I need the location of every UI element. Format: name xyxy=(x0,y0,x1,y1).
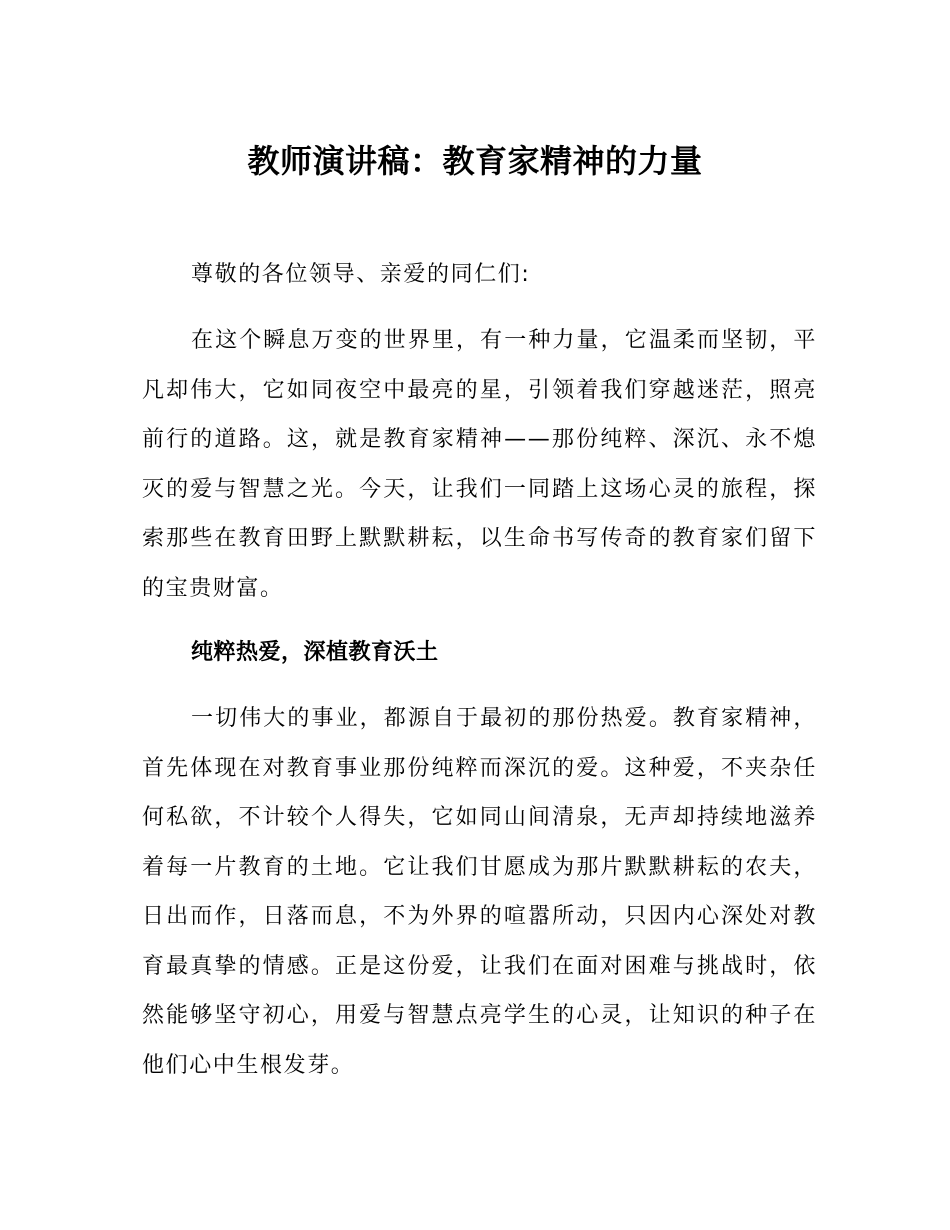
document-title: 教师演讲稿：教育家精神的力量 xyxy=(247,142,703,181)
salutation: 尊敬的各位领导、亲爱的同仁们: xyxy=(191,262,531,287)
paragraph-love: 一切伟大的事业，都源自于最初的那份热爱。教育家精神，首先体现在对教育事业那份纯粹而深沉的爱。这种爱，不夹杂任何私欲，不计较个人得失，它如同山间清泉，无声却持续地滋养着每一片教育的土地。它让我们甘愿成为那片默默耕耘的农夫，日出而作，日落而息，不为外界的喧嚣所动，只因内心深处对教育最真挚的情感。正是这份爱，让我们在面对困难与挑战时，依然能够坚守初心，用爱与智慧点亮学生的心灵，让知识的种子在他们心中生根发芽。 xyxy=(142,706,817,1078)
section-heading: 纯粹热爱，深植教育沃土 xyxy=(191,640,439,665)
paragraph-intro: 在这个瞬息万变的世界里，有一种力量，它温柔而坚韧，平凡却伟大，它如同夜空中最亮的星，引领着我们穿越迷茫，照亮前行的道路。这，就是教育家精神——那份纯粹、深沉、永不熄灭的爱与智慧之光。今天，让我们一同踏上这场心灵的旅程，探索那些在教育田野上默默耕耘，以生命书写传奇的教育家们留下的宝贵财富。 xyxy=(142,328,817,601)
